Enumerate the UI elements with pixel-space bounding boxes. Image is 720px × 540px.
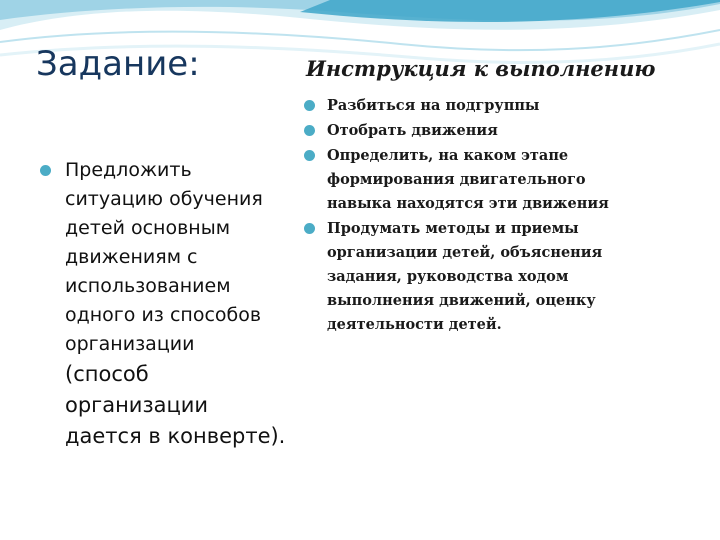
instruction-line: задания, руководства ходом (327, 268, 569, 285)
instruction-line: выполнения движений, оценку (327, 292, 596, 309)
bullet-icon (40, 165, 51, 176)
task-line: организации (65, 393, 209, 417)
task-line: детей основным (65, 217, 231, 239)
bullet-icon (304, 223, 315, 234)
task-line: Предложить (65, 159, 192, 181)
task-line: ситуацию обучения (65, 188, 263, 210)
task-line: движениям с (65, 246, 198, 268)
bullet-icon (304, 100, 315, 111)
task-text (40, 156, 302, 452)
instruction-line: Определить, на каком этапе (327, 147, 569, 164)
bullet-icon (304, 150, 315, 161)
instruction-line: организации детей, объяснения (327, 244, 603, 261)
instruction-line: навыка находятся эти движения (327, 195, 609, 212)
instruction-line: Отобрать движения (327, 122, 498, 139)
list-item (304, 144, 714, 216)
list-item (304, 119, 714, 143)
list-item (304, 217, 714, 337)
task-line: (способ (65, 362, 149, 386)
instruction-line: деятельности детей. (327, 316, 502, 333)
instruction-list (304, 94, 714, 338)
task-line: организации (65, 333, 195, 355)
task-description (40, 156, 302, 452)
instruction-line: формирования двигательного (327, 171, 586, 188)
task-line: одного из способов (65, 304, 262, 326)
bullet-icon (304, 125, 315, 136)
instruction-line: Разбиться на подгруппы (327, 97, 540, 114)
task-line: дается в конверте). (65, 424, 286, 448)
list-item (304, 94, 714, 118)
task-title: Задание: (36, 44, 200, 84)
instruction-line: Продумать методы и приемы (327, 220, 579, 237)
instruction-title: Инструкция к выполнению (306, 56, 656, 81)
task-line: использованием (65, 275, 231, 297)
